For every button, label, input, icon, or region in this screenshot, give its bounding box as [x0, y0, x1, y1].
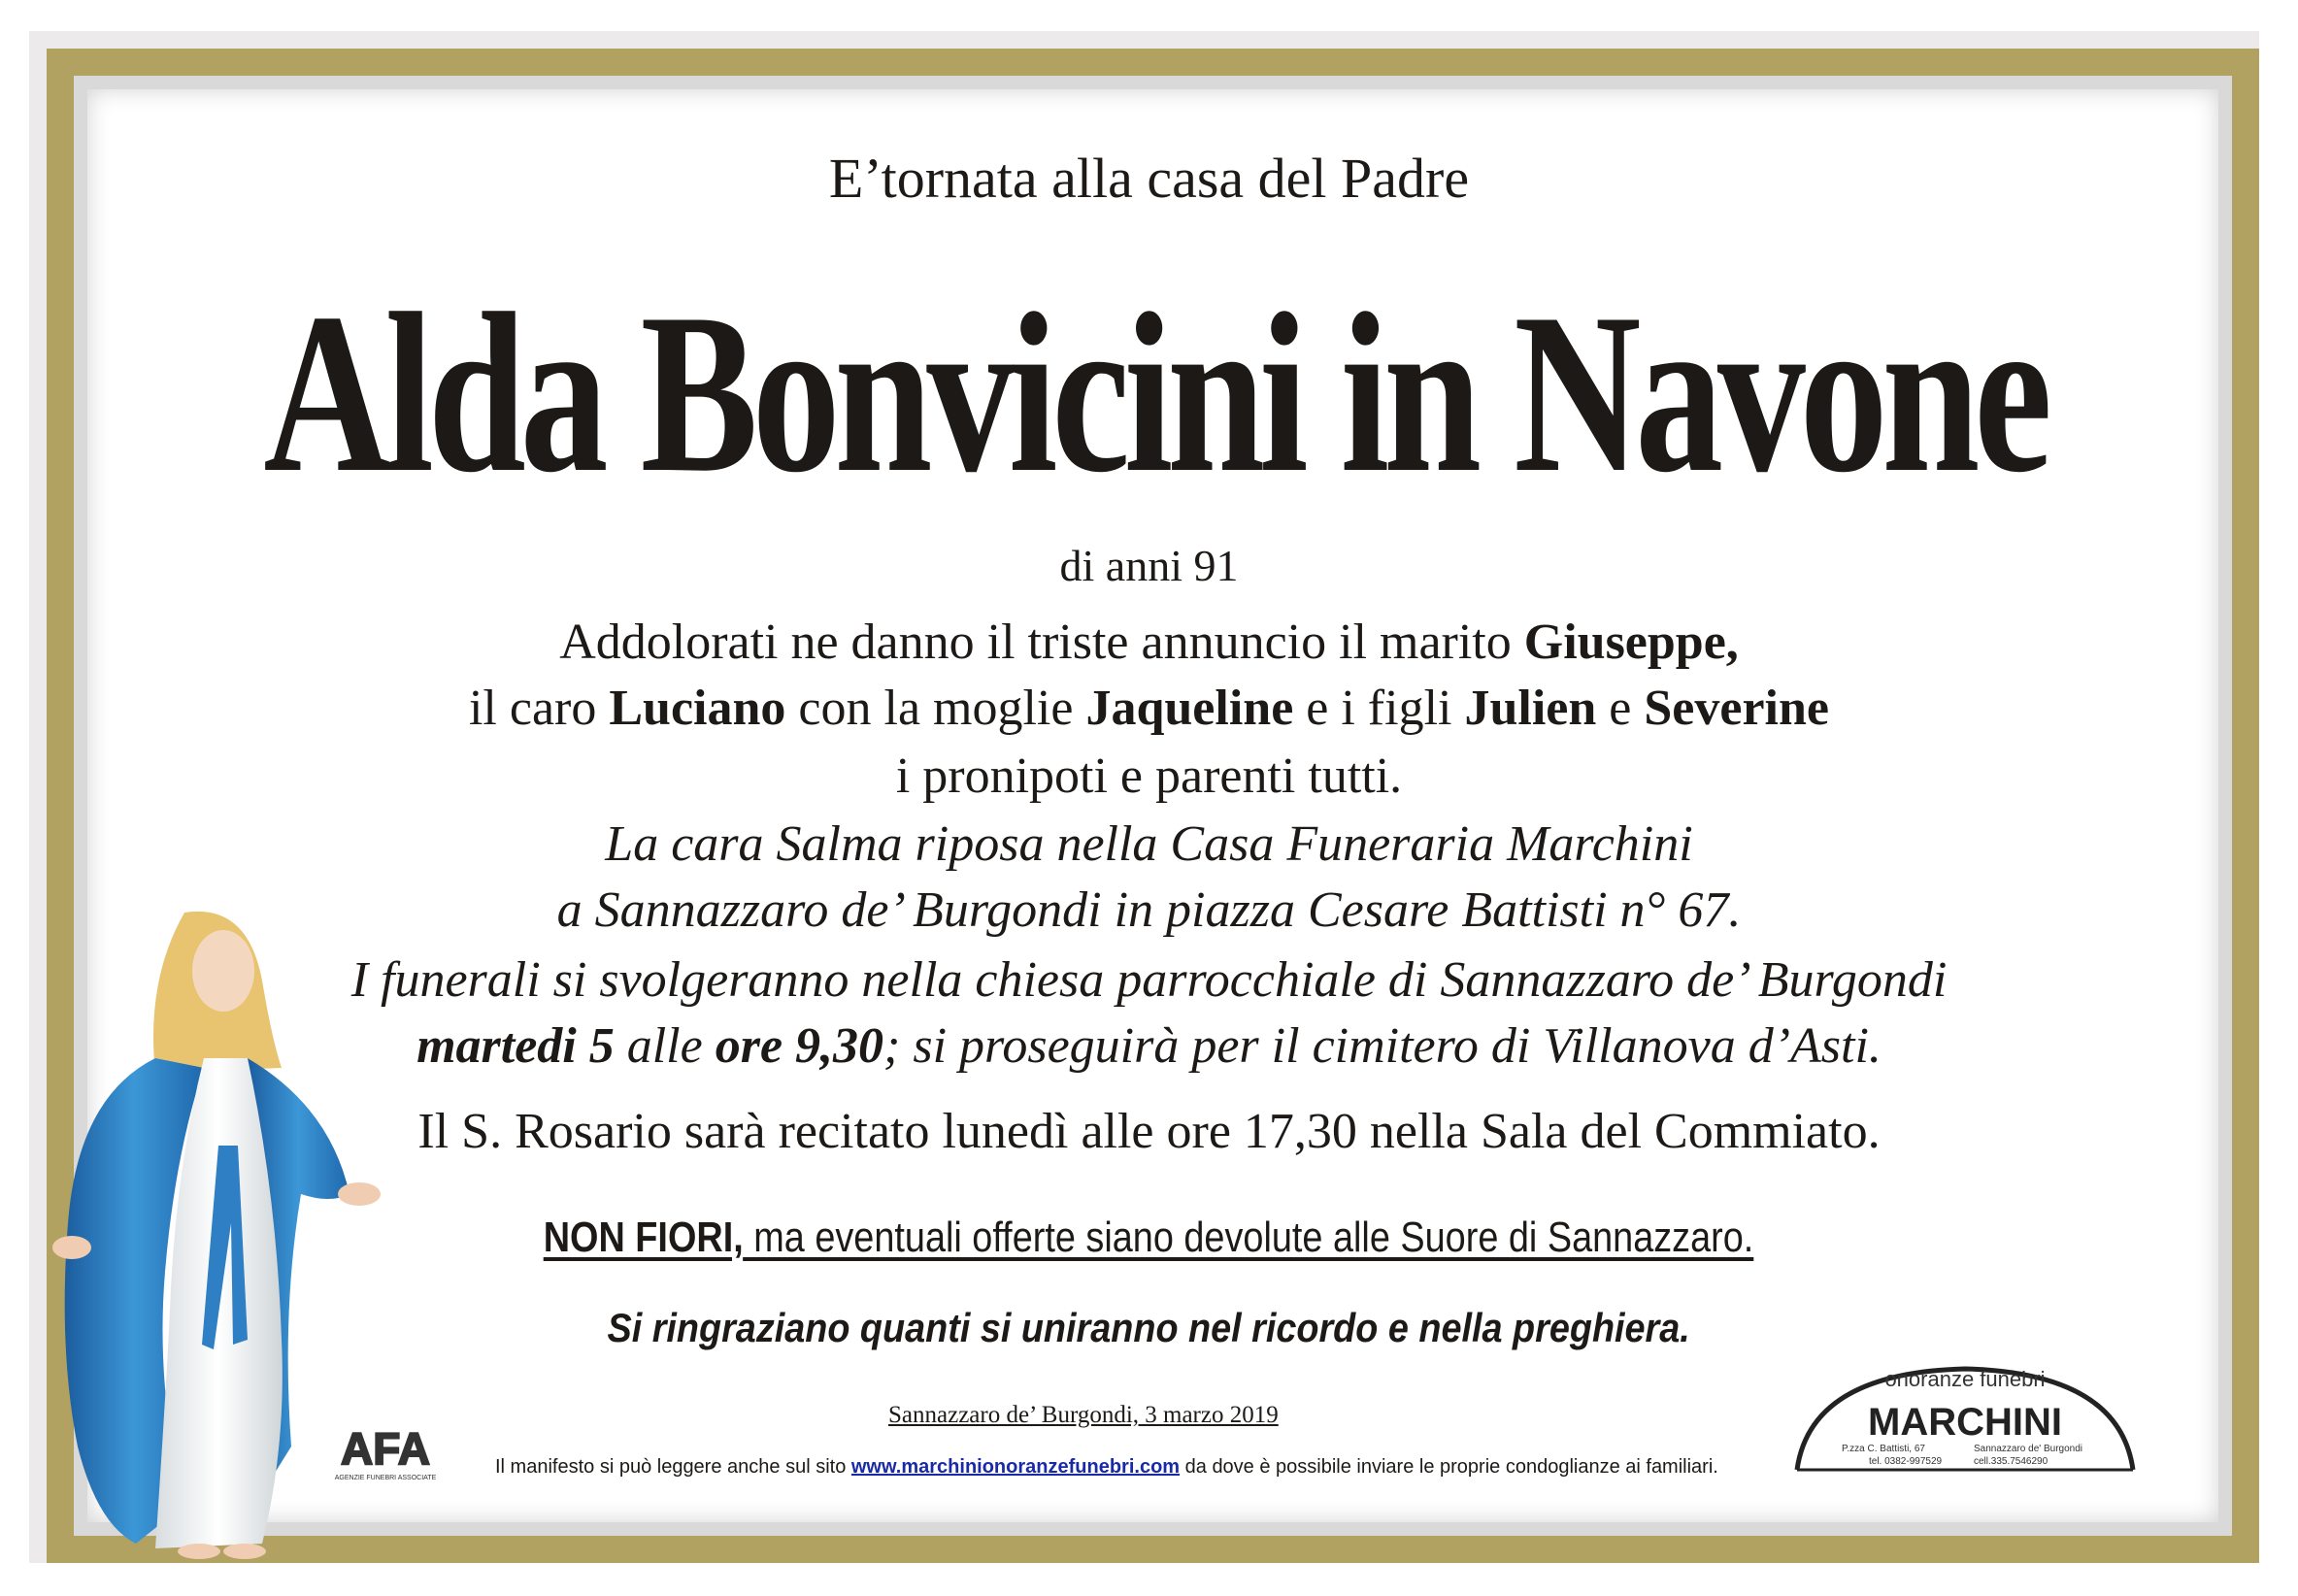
- marchini-tel: tel. 0382-997529: [1869, 1456, 1943, 1467]
- afa-logo-letters: AFA: [341, 1425, 430, 1474]
- footer-note: Il manifesto si può leggere anche sul sito www.marchinionoranzefunebri.com da dove è possibile inviare le proprie condoglianze ai familiari.: [495, 1456, 1718, 1478]
- deceased-name: Alda Bonvicini in Navone: [263, 267, 2047, 520]
- non-fiori-line: NON FIORI, ma eventuali offerte siano devolute alle Suore di Sannazzaro.: [543, 1214, 1754, 1261]
- deceased-age: di anni 91: [1059, 541, 1239, 590]
- marchini-arc-text: onoranze funebri: [1884, 1367, 2046, 1391]
- marchini-address-1: P.zza C. Battisti, 67: [1842, 1444, 1925, 1454]
- rosario-line: Il S. Rosario sarà recitato lunedì alle ore 17,30 nella Sala del Commiato.: [417, 1104, 1881, 1159]
- salma-line-1: La cara Salma riposa nella Casa Funeraria Marchini: [605, 816, 1693, 872]
- funerale-line-2: martedi 5 alle ore 9,30; si proseguirà per il cimitero di Villanova d’Asti.: [416, 1018, 1882, 1074]
- marchini-address-2: Sannazzaro de' Burgondi: [1974, 1444, 2082, 1454]
- salma-line-2: a Sannazzaro de’ Burgondi in piazza Cesare Battisti n° 67.: [556, 882, 1742, 938]
- announcement-line-3: i pronipoti e parenti tutti.: [895, 748, 1403, 804]
- marchini-name: MARCHINI: [1868, 1401, 2062, 1444]
- announcement-line-2: il caro Luciano con la moglie Jaqueline e i figli Julien e Severine: [468, 681, 1829, 736]
- website-link[interactable]: www.marchinionoranzefunebri.com: [850, 1456, 1181, 1478]
- thanks-line: Si ringraziano quanti si uniranno nel ricordo e nella preghiera.: [607, 1305, 1690, 1350]
- marchini-logo: [1791, 1351, 2139, 1476]
- madonna-image: [39, 903, 388, 1573]
- announcement-line-1: Addolorati ne danno il triste annuncio il marito Giuseppe,: [559, 615, 1739, 670]
- subtitle: E’tornata alla casa del Padre: [828, 147, 1470, 210]
- funerale-line-1: I funerali si svolgeranno nella chiesa parrocchiale di Sannazzaro de’ Burgondi: [350, 952, 1948, 1008]
- afa-logo-caption: AGENZIE FUNEBRI ASSOCIATE: [334, 1475, 437, 1481]
- date-place: Sannazzaro de’ Burgondi, 3 marzo 2019: [888, 1402, 1279, 1428]
- marchini-cell: cell.335.7546290: [1974, 1456, 2048, 1467]
